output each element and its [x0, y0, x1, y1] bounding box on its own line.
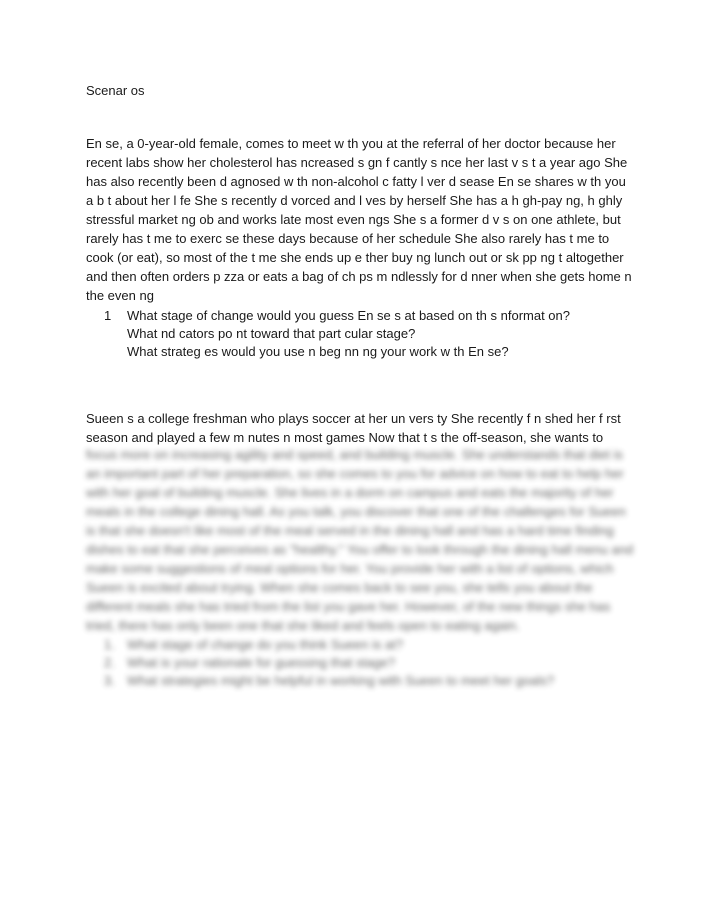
scenario-2-questions — [104, 636, 634, 690]
question-text: What stage of change would you guess En se s at based on th s nformat on? — [127, 308, 570, 323]
question-item — [104, 672, 634, 690]
question-text: What strategies might be helpful in working with Sueen to meet her goals? — [127, 673, 555, 688]
question-text: What is your rationale for guessing that stage? — [127, 655, 396, 670]
question-text: What stage of change do you think Sueen is at? — [127, 637, 404, 652]
question-item — [104, 307, 634, 325]
scenario-2-blurred-text: focus more on increasing agility and speed, and building muscle. She understands that diet is an important part of her preparation, so she comes to you for advice on how to eat to help her with her goal of building muscle. She lives in a dorm on campus and eats the majority of her meals in the college dining hall. As you talk, you discover that one of the challenges for Sueen is that she doesn't like most of the meal served in the dining hall and has a hard time finding dishes to eat that she perceives as "healthy." You offer to look through the dining hall menu and make some suggestions of meal options for her. You provide her with a list of options, which Sueen is excited about trying. When she comes back to see you, she tells you about the different meals she has tried from the list you gave her. However, of the new things she has tried, there has only been one that she liked and feels open to eating again. — [86, 447, 634, 633]
question-number: 3. — [104, 673, 115, 688]
scenario-1-paragraph: En se, a 0-year-old female, comes to meet w th you at the referral of her doctor because her recent labs show her cholesterol has ncreased s gn f cantly s nce her last v s t a year ago She has also recently been d agnosed w th non-alcohol c fatty l ver d sease En se shares w th you a b t about her l fe She s recently d vorced and l ves by herself She has a h gh-pay ng, h ghly stressful market ng ob and works late most even ngs She s a former d v s on one athlete, but rarely has t me to exerc se these days because of her schedule She also rarely has t me to cook (or eat), so most of the t me she ends up e ther buy ng lunch out or sk pp ng t altogether and then often orders p zza or eats a bag of ch ps m ndlessly for d nner when she gets home n the even ng — [86, 136, 632, 303]
question-number: 1. — [104, 637, 115, 652]
question-item — [104, 636, 634, 654]
question-subline: What strateg es would you use n beg nn ng your work w th En se? — [127, 344, 509, 359]
question-number: 1 — [104, 308, 112, 323]
question-subline: What nd cators po nt toward that part cular stage? — [127, 326, 416, 341]
question-number: 2. — [104, 655, 115, 670]
document-title: Scenar os — [86, 83, 145, 98]
scenario-1-questions — [104, 307, 634, 361]
scenario-2-intro: Sueen s a college freshman who plays soccer at her un vers ty She recently f n shed her f rst season and played a few m nutes n most games Now that t s the off-season, she wants to — [86, 411, 621, 445]
question-item — [104, 654, 634, 672]
